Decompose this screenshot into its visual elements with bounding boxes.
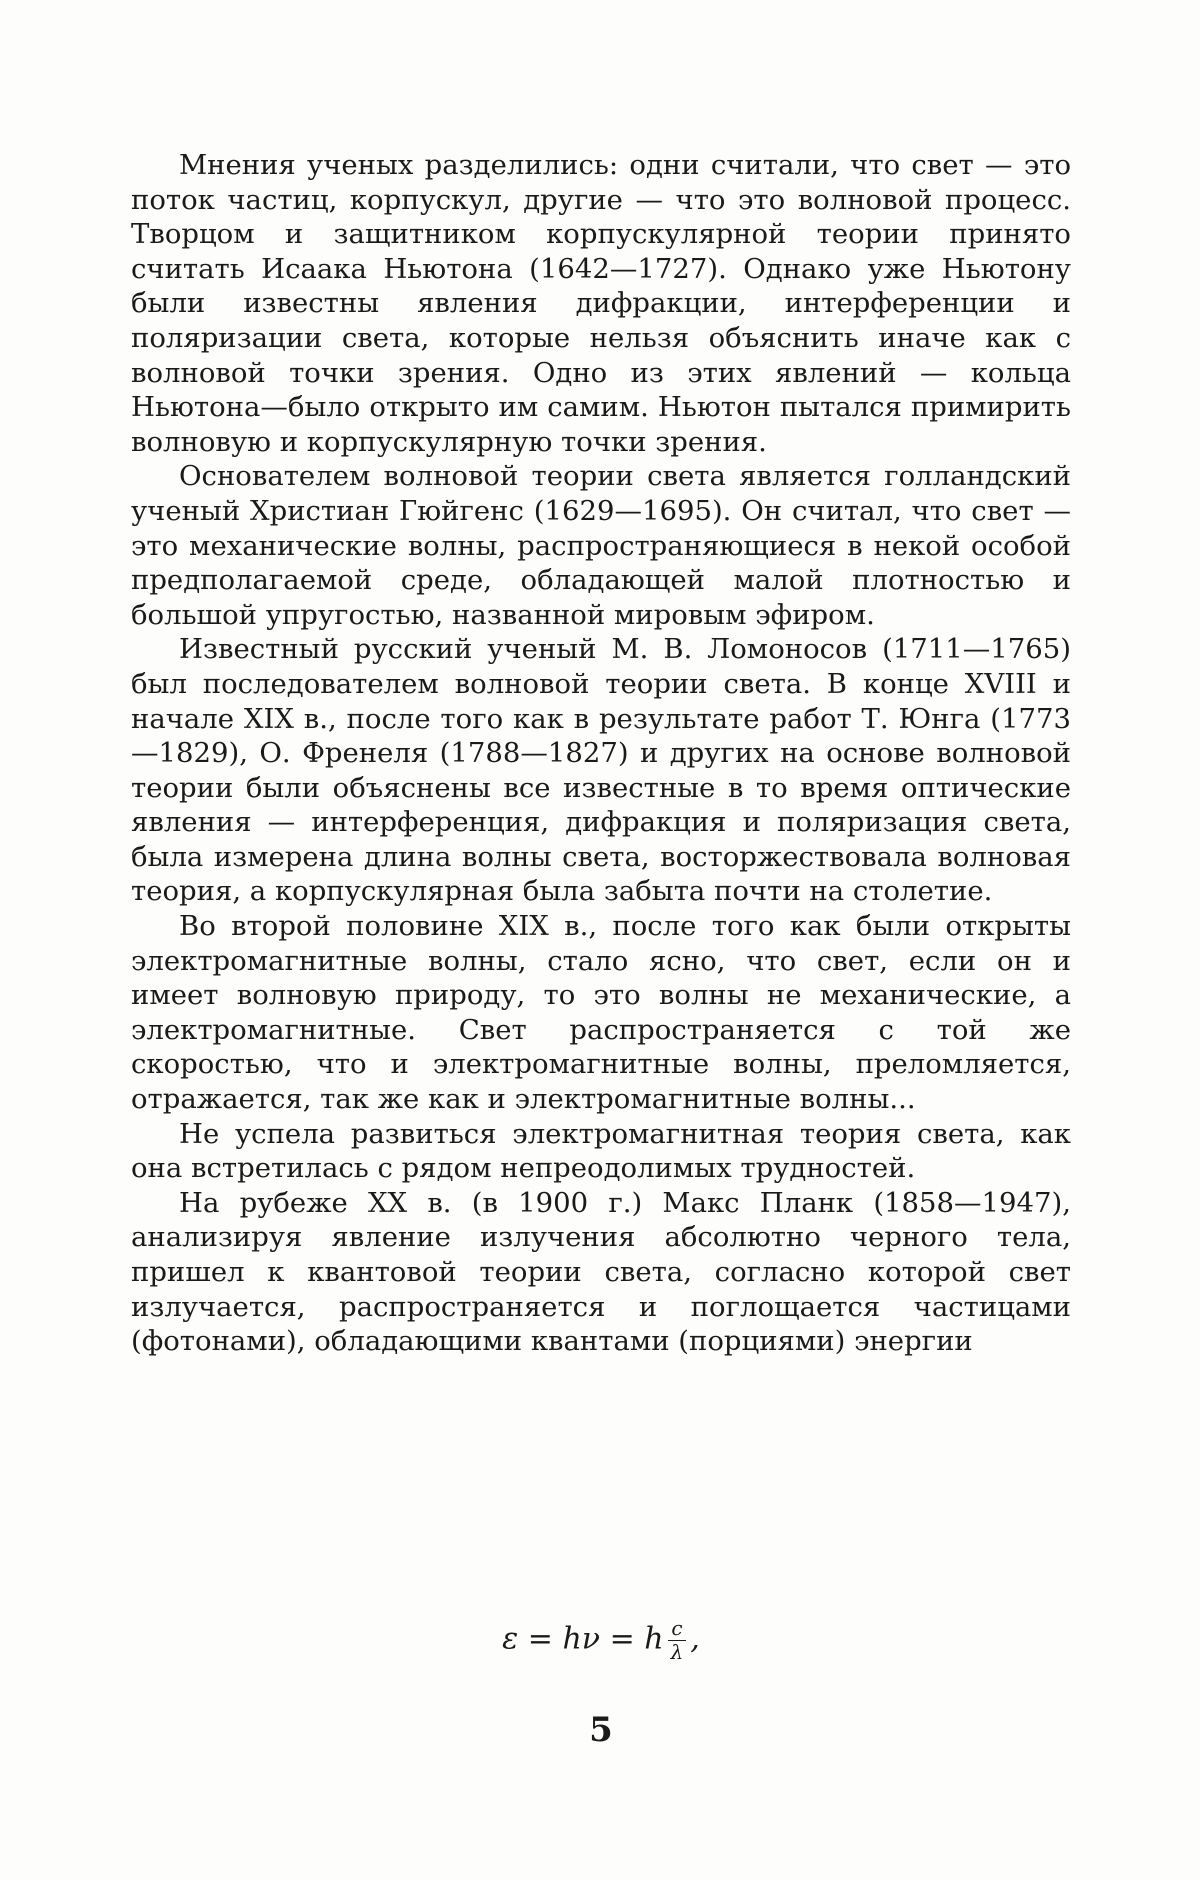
formula-trailing: ,	[690, 1622, 700, 1657]
body-text	[131, 148, 1071, 1359]
book-page	[131, 148, 1071, 1359]
formula-denominator: λ	[668, 1641, 687, 1664]
paragraph-lomonosov: Известный русский ученый М. В. Ломоносов (1711—1765) был последователем волновой теории света. В конце XVIII и начале XIX в., после того как в результате работ Т. Юнга (1773—1829), О. Френеля (1788—1827) и других на основе волновой теории были объяснены все известные в то время оптические явления — интерференция, дифракция и поляризация света, была измерена длина волны света, восторжествовала волновая теория, а корпускулярная была забыта почти на столетие.	[131, 632, 1071, 909]
paragraph-newton: Мнения ученых разделились: одни считали, что свет — это поток частиц, корпускул, другие — что это волновой процесс. Творцом и защитником корпускулярной теории принято считать Исаака Ньютона (1642—1727). Однако уже Ньютону были известны явления дифракции, интерференции и поляризации света, которые нельзя объяснить иначе как с волновой точки зрения. Одно из этих явлений — кольца Ньютона—было открыто им самим. Ньютон пытался примирить волновую и корпускулярную точки зрения.	[131, 148, 1071, 459]
energy-formula	[131, 1617, 1071, 1664]
formula-fraction	[668, 1617, 687, 1664]
formula-numerator: c	[668, 1617, 687, 1641]
page-number: 5	[131, 1710, 1071, 1750]
paragraph-electromagnetic: Во второй половине XIX в., после того как были открыты электромагнитные волны, стало ясно, что свет, если он и имеет волновую природу, то это волны не механические, а электромагнитные. Свет распространяется с той же скоростью, что и электромагнитные волны, преломляется, отражается, так же как и электромагнитные волны...	[131, 909, 1071, 1117]
formula-lhs: ε = hν = h	[502, 1622, 663, 1657]
paragraph-planck: На рубеже XX в. (в 1900 г.) Макс Планк (1858—1947), анализируя явление излучения абсолютно черного тела, пришел к квантовой теории света, согласно которой свет излучается, распространяется и поглощается частицами (фотонами), обладающими квантами (порциями) энергии	[131, 1186, 1071, 1359]
paragraph-huygens: Основателем волновой теории света является голландский ученый Христиан Гюйгенс (1629—1695). Он считал, что свет — это механические волны, распространяющиеся в некой особой предполагаемой среде, обладающей малой плотностью и большой упругостью, названной мировым эфиром.	[131, 459, 1071, 632]
paragraph-difficulties: Не успела развиться электромагнитная теория света, как она встретилась с рядом непреодолимых трудностей.	[131, 1117, 1071, 1186]
